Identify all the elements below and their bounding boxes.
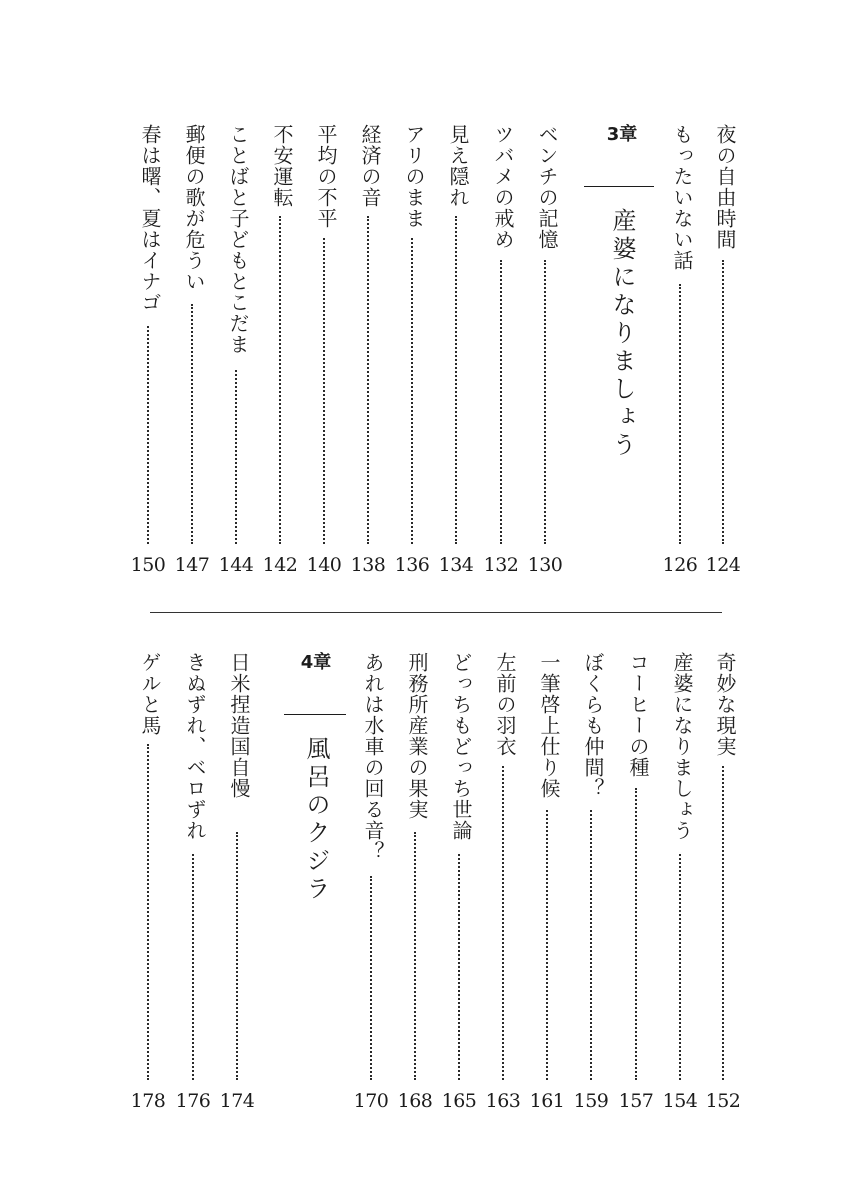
page-number: 159 — [573, 1090, 609, 1112]
chapter-number: 3章 — [606, 124, 638, 145]
entry-title: 日米捏造国自慢 — [227, 652, 251, 799]
page-number: 124 — [705, 554, 741, 576]
entry-title: ゲルと馬 — [138, 652, 162, 736]
page-number: 157 — [618, 1090, 654, 1112]
page-number: 165 — [441, 1090, 477, 1112]
dot-leader — [458, 854, 460, 1080]
entry-title: 不安運転 — [270, 124, 294, 208]
entry-title: コーヒーの種 — [626, 652, 650, 778]
entry-title: 奇妙な現実 — [713, 652, 737, 757]
entry-title: 刑務所産業の果実 — [405, 652, 429, 820]
toc-entry — [485, 652, 521, 1152]
toc-entry — [306, 124, 342, 580]
dot-leader — [147, 326, 149, 544]
page-number: 130 — [527, 554, 563, 576]
page-number: 176 — [175, 1090, 211, 1112]
page-number: 178 — [130, 1090, 166, 1112]
entry-title: 夜の自由時間 — [713, 124, 737, 250]
page-number: 174 — [219, 1090, 255, 1112]
chapter-title: 産婆になりましょう — [608, 208, 636, 460]
page-number: 170 — [353, 1090, 389, 1112]
dot-leader — [414, 832, 416, 1080]
dot-leader — [411, 238, 413, 544]
page-number: 142 — [262, 554, 298, 576]
dot-leader — [722, 766, 724, 1080]
entry-title: 一筆啓上仕り候 — [537, 652, 561, 799]
toc-bottom-section — [0, 620, 844, 1203]
page-number: 132 — [483, 554, 519, 576]
page-number: 161 — [529, 1090, 565, 1112]
toc-entry — [130, 124, 166, 580]
dot-leader — [236, 832, 238, 1080]
entry-title: ことばと子どもとこだま — [226, 124, 250, 355]
chapter-title: 風呂のクジラ — [302, 736, 330, 904]
dot-leader — [635, 788, 637, 1080]
entry-title: 見え隠れ — [446, 124, 470, 208]
chapter-number: 4章 — [300, 652, 332, 673]
page-number: 152 — [705, 1090, 741, 1112]
toc-entry — [662, 652, 698, 1152]
toc-entry — [441, 652, 477, 1152]
toc-entry — [262, 124, 298, 580]
page-number: 136 — [394, 554, 430, 576]
dot-leader — [722, 260, 724, 544]
toc-entry — [527, 124, 563, 580]
entry-title: もったいない話 — [670, 124, 694, 271]
page-number: 147 — [174, 554, 210, 576]
entry-title: どっちもどっち世論 — [449, 652, 473, 841]
page-number: 134 — [438, 554, 474, 576]
dot-leader — [455, 216, 457, 544]
page-number: 144 — [218, 554, 254, 576]
chapter-rule — [284, 714, 346, 715]
toc-entry — [130, 652, 166, 1152]
toc-entry — [350, 124, 386, 580]
toc-entry — [529, 652, 565, 1152]
toc-entry — [705, 652, 741, 1152]
entry-title: 春は曙、夏はイナゴ — [138, 124, 162, 313]
page-number: 138 — [350, 554, 386, 576]
page-number: 168 — [397, 1090, 433, 1112]
entry-title: ぼくらも仲間？ — [581, 652, 605, 799]
dot-leader — [679, 284, 681, 544]
entry-title: アリのまま — [402, 124, 426, 229]
dot-leader — [367, 216, 369, 544]
entry-title: 経済の音 — [358, 124, 382, 208]
dot-leader — [679, 854, 681, 1080]
section-divider — [150, 612, 722, 613]
toc-top-section — [0, 0, 844, 590]
toc-entry — [483, 124, 519, 580]
chapter-3-heading — [590, 124, 654, 460]
chapter-4-heading — [288, 652, 344, 922]
page-number: 150 — [130, 554, 166, 576]
dot-leader — [323, 238, 325, 544]
toc-entry — [394, 124, 430, 580]
entry-title: 産婆になりましょう — [670, 652, 694, 841]
toc-entry — [219, 652, 255, 1152]
entry-title: あれは水車の回る音？ — [361, 652, 385, 862]
dot-leader — [544, 260, 546, 544]
dot-leader — [235, 370, 237, 544]
entry-title: 左前の羽衣 — [493, 652, 517, 757]
dot-leader — [279, 216, 281, 544]
page-number: 140 — [306, 554, 342, 576]
entry-title: きぬずれ、ベロずれ — [183, 652, 207, 841]
toc-entry — [662, 124, 698, 580]
toc-entry — [618, 652, 654, 1152]
entry-title: 郵便の歌が危うい — [182, 124, 206, 292]
dot-leader — [502, 766, 504, 1080]
dot-leader — [370, 876, 372, 1080]
toc-entry — [174, 124, 210, 580]
entry-title: 平均の不平 — [314, 124, 338, 229]
dot-leader — [191, 304, 193, 544]
dot-leader — [147, 744, 149, 1080]
page-number: 126 — [662, 554, 698, 576]
entry-title: ツバメの戒め — [491, 124, 515, 250]
dot-leader — [500, 260, 502, 544]
toc-entry — [353, 652, 389, 1152]
toc-entry — [397, 652, 433, 1152]
toc-entry — [175, 652, 211, 1152]
dot-leader — [590, 810, 592, 1080]
entry-title: ベンチの記憶 — [535, 124, 559, 250]
page-number: 154 — [662, 1090, 698, 1112]
page-number: 163 — [485, 1090, 521, 1112]
toc-entry — [218, 124, 254, 580]
dot-leader — [192, 854, 194, 1080]
dot-leader — [546, 810, 548, 1080]
toc-entry — [573, 652, 609, 1152]
chapter-rule — [584, 186, 654, 187]
toc-entry — [705, 124, 741, 580]
toc-entry — [438, 124, 474, 580]
